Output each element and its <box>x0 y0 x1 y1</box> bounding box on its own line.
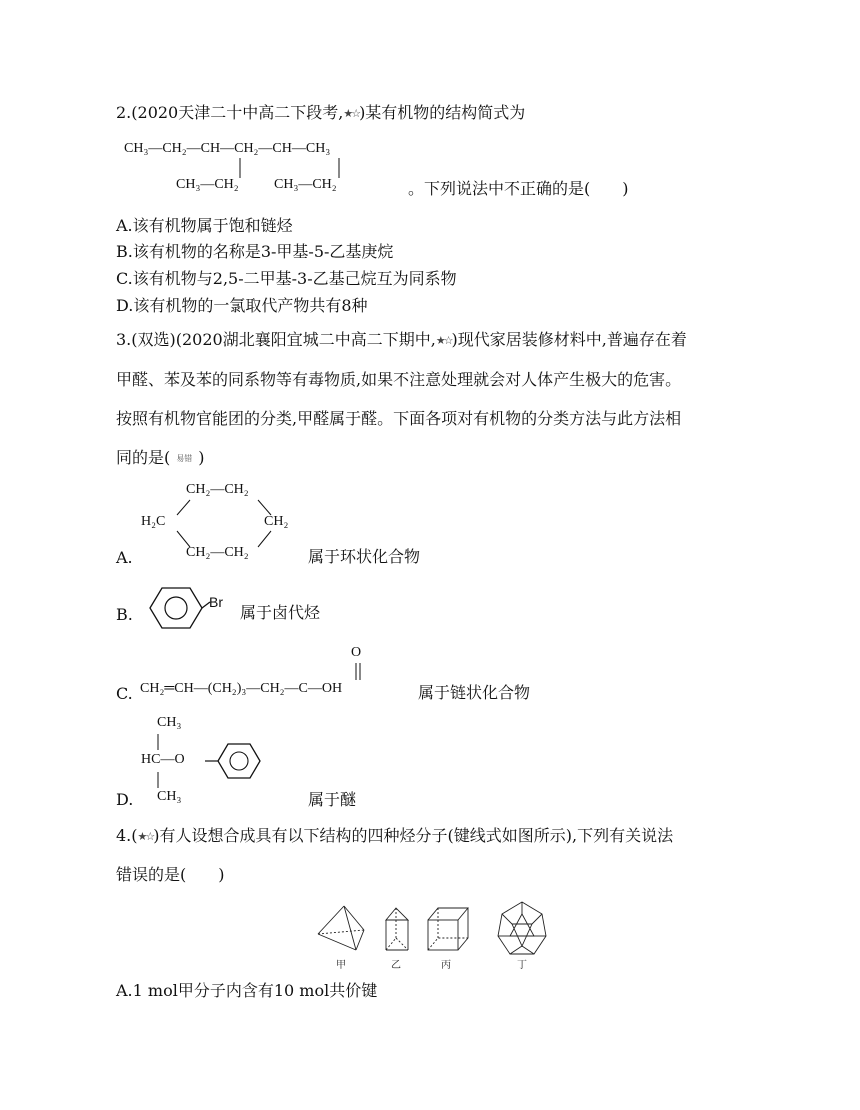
q3-c-formula: CH₂═CH—(CH₂)₃—CH₂—C—OH <box>140 681 343 696</box>
q2-option-a: A.该有机物属于饱和链烃 <box>116 216 293 235</box>
figure-label-yi: 乙 <box>391 960 401 971</box>
q3-b-bromine: Br <box>209 594 223 610</box>
figure-label-jia: 甲 <box>336 960 346 971</box>
q2-option-c: C.该有机物与2,5-二甲基-3-乙基己烷互为同系物 <box>116 269 457 288</box>
q3-option-a-text: 属于环状化合物 <box>308 547 421 566</box>
q3-a-formula-bottom: CH₂—CH₂ <box>186 545 249 560</box>
difficulty-star-icon: ★☆ <box>435 334 452 347</box>
q2-structure-branch1: CH₃—CH₂ <box>176 177 239 192</box>
q4-polyhedra-figure <box>312 900 562 974</box>
tetrahedron-shape <box>318 906 364 950</box>
benzene-ring-icon <box>138 584 238 632</box>
q3-a-formula-right: CH₂ <box>264 514 289 529</box>
q3-a-ring-bonds <box>160 495 310 555</box>
error-prone-tag: 易错 <box>176 454 193 463</box>
q2-question: 。下列说法中不正确的是( ) <box>408 179 629 198</box>
q3-d-formula-mid: HC—O <box>141 752 185 767</box>
q3-line4: 同的是( 易错 ) <box>116 448 205 467</box>
q3-option-a-label: A. <box>116 548 133 567</box>
q3-a-formula-left: H₂C <box>141 514 166 529</box>
icosahedron-shape <box>498 902 546 954</box>
figure-label-ding: 丁 <box>517 960 527 971</box>
q2-structure-branch2: CH₃—CH₂ <box>274 177 337 192</box>
q3-c-double-bond <box>352 662 364 682</box>
q3-option-d-label: D. <box>116 790 134 809</box>
q3-option-b-text: 属于卤代烃 <box>240 603 321 622</box>
q3-option-d-text: 属于醚 <box>308 790 357 809</box>
q4-option-a: A.1 mol甲分子内含有10 mol共价键 <box>116 981 378 1000</box>
q2-stem: 2.(2020天津二十中高二下段考,★☆)某有机物的结构简式为 <box>116 103 526 122</box>
q3-option-c-label: C. <box>116 684 133 703</box>
difficulty-star-icon: ★☆ <box>137 830 154 843</box>
q3-line2: 甲醛、苯及苯的同系物等有毒物质,如果不注意处理就会对人体产生极大的危害。 <box>116 370 682 389</box>
q3-c-oxygen: O <box>351 645 362 660</box>
q3-line3: 按照有机物官能团的分类,甲醛属于醛。下面各项对有机物的分类方法与此方法相 <box>116 409 682 428</box>
q3-option-c-text: 属于链状化合物 <box>418 683 531 702</box>
q3-option-b-label: B. <box>116 605 133 624</box>
q3-d-formula-top: CH₃ <box>157 715 182 730</box>
cube-shape <box>428 908 468 950</box>
q4-line2: 错误的是( ) <box>116 865 225 884</box>
q2-option-d: D.该有机物的一氯取代产物共有8种 <box>116 296 368 315</box>
figure-label-bing: 丙 <box>441 960 451 971</box>
q2-structure-main: CH₃—CH₂—CH—CH₂—CH—CH₃ <box>124 141 331 156</box>
difficulty-star-icon: ★☆ <box>343 107 360 120</box>
q3-d-formula-bottom: CH₃ <box>157 789 182 804</box>
q3-d-structure-bonds <box>140 732 280 796</box>
q3-line1: 3.(双选)(2020湖北襄阳宜城二中高二下期中,★☆)现代家居装修材料中,普遍存在着 <box>116 330 687 349</box>
q2-option-b: B.该有机物的名称是3-甲基-5-乙基庚烷 <box>116 242 394 261</box>
q3-a-formula-top: CH₂—CH₂ <box>186 482 249 497</box>
prism-shape <box>386 908 408 950</box>
q4-line1: 4.(★☆)有人设想合成具有以下结构的四种烃分子(键线式如图所示),下列有关说法 <box>116 826 674 845</box>
